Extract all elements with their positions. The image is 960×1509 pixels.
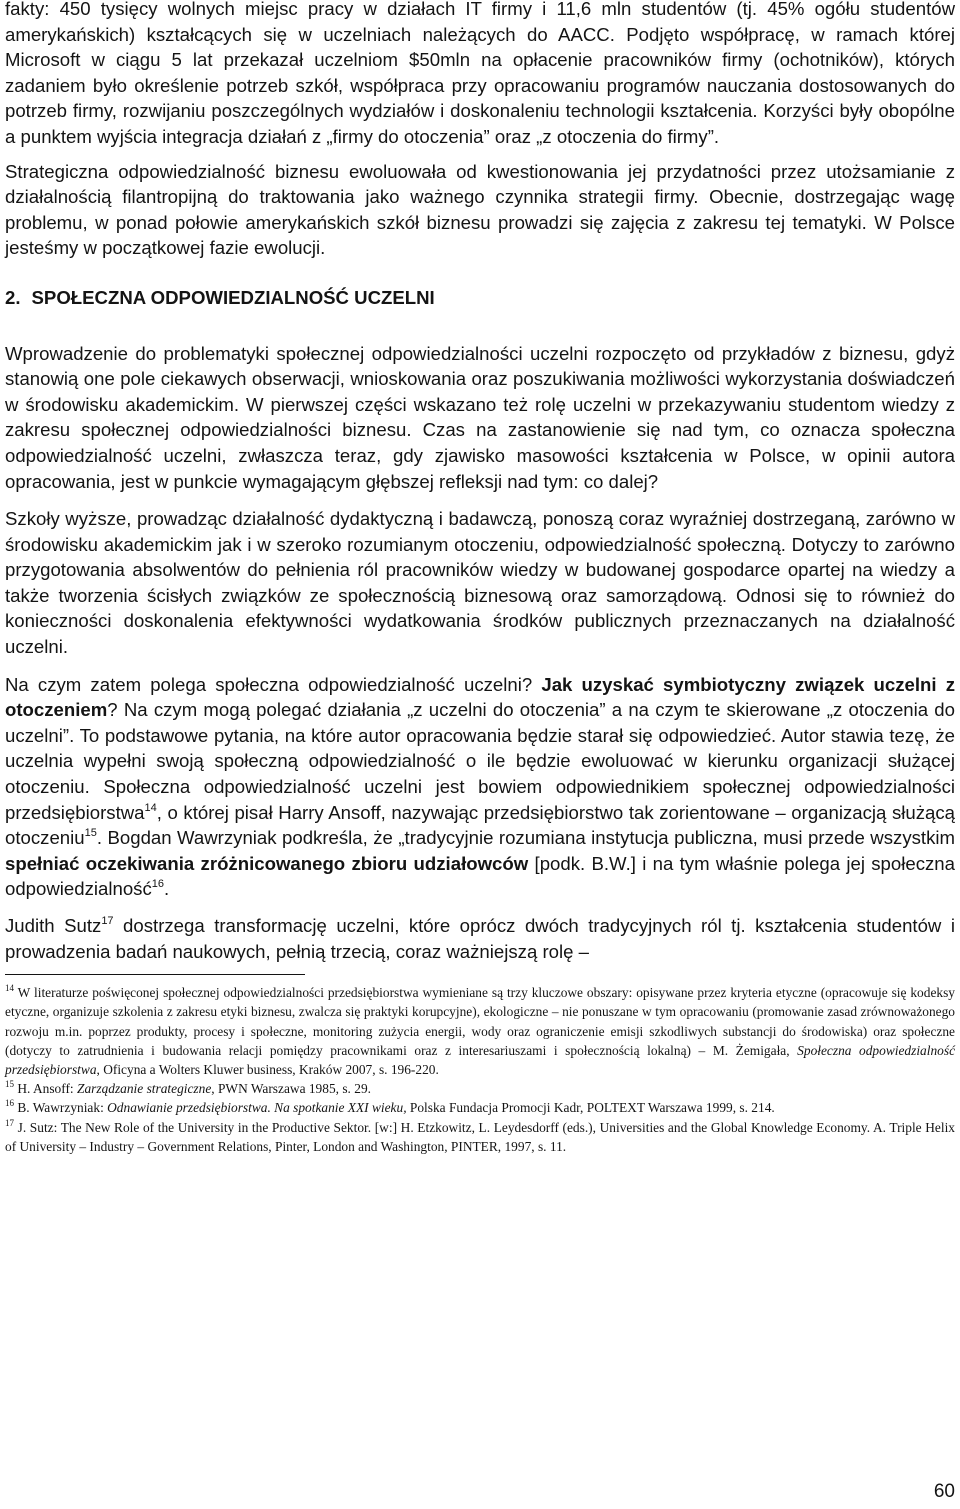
- footnote-15: [5, 1079, 955, 1098]
- paragraph-text: Wprowadzenie do problematyki społecznej odpowiedzialności uczelni rozpoczęto od przykładów z biznesu, gdyż stanowią one pole ciekawych obserwacji, wnioskowania oraz poszukiwania możliwości wykorzystania doświadczeń w środowisku akademickim. W pierwszej części wskazano też rolę uczelni w przekazywaniu studentom wiedzy z zakresu społecznej odpowiedzialności biznesu. Czas na zastanowienie się nad tym, co oznacza społeczna odpowiedzialność uczelni, zwłaszcza teraz, gdy zjawisko masowości kształcenia w Polsce, w opinii autora opracowania, jest w punkcie wymagającym głębszej refleksji nad tym: co dalej?: [5, 342, 955, 492]
- footnote-mark: 15: [5, 1079, 14, 1090]
- footnote-ref-16[interactable]: 16: [151, 878, 165, 891]
- footnote-separator: [5, 974, 305, 975]
- footnote-mark: 14: [5, 983, 14, 994]
- footnote-text: H. Ansoff:: [14, 1081, 77, 1097]
- footnote-ref-15[interactable]: 15: [84, 827, 97, 840]
- footnote-text: , Oficyna a Wolters Kluwer business, Kraków 2007, s. 196-220.: [96, 1062, 439, 1077]
- paragraph-text: Na czym zatem polega społeczna odpowiedzialność uczelni?: [5, 673, 542, 695]
- section-heading: [5, 285, 955, 311]
- paragraph-text: .: [164, 878, 170, 900]
- paragraph-text: fakty: 450 tysięcy wolnych miejsc pracy w działach IT firmy i 11,6 mln studentów (tj. 45% ogółu studentów amerykańskich) kształcących się w uczelniach należących do AACC. Podjęto współpracę, w ramach której Microsoft w ciągu 5 lat przekazał uczelniom $50mln na opłacenie pracowników firmy (ochotników), których zadaniem było określenie potrzeb szkół, współpraca przy opracowaniu programów nauczania dostosowanych do potrzeb firmy, rozwijaniu poszczególnych wydziałów i doskonaleniu technologii kształcenia. Korzyści były obopólne a punktem wyjścia integracja działań z „firmy do otoczenia” oraz „z otoczenia do firmy”.: [5, 0, 955, 147]
- paragraph-microsoft-cooperation: [5, 0, 955, 150]
- footnote-ref-17[interactable]: 17: [101, 915, 114, 927]
- footnote-text: J. Sutz: The New Role of the University in the Productive Sektor. [w:] H. Etzkowitz, L. Leydesdorff (eds.), Universities and the Global Knowledge Economy. A. Triple Helix of University – Industry – Government Relations, Pinter, London and Washington, PINTER, 1997, s. 11.: [5, 1119, 955, 1154]
- paragraph-introduction: [5, 341, 955, 495]
- page-number: 60: [933, 1481, 955, 1502]
- section-number: 2.: [5, 286, 21, 308]
- paragraph-strategic-responsibility: [5, 159, 955, 261]
- footnotes: [5, 983, 955, 1156]
- footnote-title: Odnawianie przedsiębiorstwa. Na spotkanie XXI wieku,: [107, 1100, 407, 1116]
- footnote-title: Społeczna odpowiedzialność przedsiębiorstwa: [5, 1042, 956, 1077]
- bold-phrase: spełniać oczekiwania zróżnicowanego zbioru udziałowców: [5, 852, 529, 874]
- paragraph-text: . Bogdan Wawrzyniak podkreśla, że „tradycyjnie rozumiana instytucja publiczna, musi przede wszystkim: [96, 827, 955, 849]
- footnote-text: , PWN Warszawa 1985, s. 29.: [211, 1081, 371, 1097]
- paragraph-text: , o której pisał Harry Ansoff, nazywając przedsiębiorstwo tak zorientowane – organizacją służącą otoczeniu: [5, 801, 955, 849]
- footnote-16: [5, 1098, 955, 1117]
- paragraph-text: Strategiczna odpowiedzialność biznesu ewoluowała od kwestionowania jej przydatności przez utożsamianie z działalnością filantropijną do traktowania jako ważnego czynnika strategii firmy. Obecnie, dostrzegając wagę problemu, w ponad połowie amerykańskich szkół biznesu prowadzi się zajęcia z zakresu tej tematyki. W Polsce jesteśmy w początkowej fazie ewolucji.: [5, 160, 955, 259]
- paragraph-universities-responsibility: [5, 506, 955, 660]
- footnote-text: Polska Fundacja Promocji Kadr, POLTEXT Warszawa 1999, s. 214.: [406, 1100, 775, 1116]
- paragraph-text: ? Na czym mogą polegać działania „z uczelni do otoczenia” a na czym te skierowane „z otoczenia do uczelni”. To podstawowe pytania, na które autor opracowania będzie starał się odpowiedzieć. Autor stawia tezę, że uczelnia wypełni swoją społeczną odpowiedzialność o ile będzie ewoluować w kierunku organizacji służącej otoczeniu. Społeczna odpowiedzialność uczelni jest bowiem odpowiednikiem społecznej odpowiedzialności przedsiębiorstwa: [5, 699, 955, 823]
- footnote-mark: 17: [5, 1117, 14, 1128]
- footnote-text: B. Wawrzyniak:: [14, 1100, 108, 1116]
- paragraph-text: [podk. B.W.] i na tym właśnie polega jej społeczna odpowiedzialność: [5, 852, 955, 900]
- document-page: [5, 0, 955, 1156]
- footnote-text: W literaturze poświęconej społecznej odpowiedzialności przedsiębiorstwa wymieniane są trzy kluczowe obszary: opisywane przez kryteria etyczne (opracowuje się kodeksy etyczne, organizuje szkolenia z zakresu etyki biznesu, zwalcza się praktyki korupcyjne), ekologiczne – nie ponuszane w tym opracowaniu (promowanie zasad zrównoważonego rozwoju m.in. poprzez produkty, procesy i społeczne, monitoring zużycia energii, wody oraz ograniczenie emisji szkodliwych substancji do środowiska) oraz społeczne (dotyczy to zatrudnienia i budowania relacji pomiędzy pracownikami oraz z interesariuszami i społecznością lokalną) – M. Żemigała,: [5, 985, 955, 1058]
- footnote-ref-14[interactable]: 14: [144, 801, 157, 814]
- paragraph-text: Szkoły wyższe, prowadząc działalność dydaktyczną i badawczą, ponoszą coraz wyraźniej dostrzeganą, zarówno w środowisku akademickim jak i w szeroko rozumianym otoczeniu, odpowiedzialność społeczną. Dotyczy to zarówno przygotowania absolwentów do pełnienia ról pracowników wiedzy w budowanej gospodarce opartej na wiedzy a także tworzenia ścisłych związków ze społecznością biznesową oraz samorządową. Odnosi się to również do konieczności doskonalenia efektywności wydatkowania środków publicznych przeznaczanych na działalność uczelni.: [5, 508, 955, 658]
- paragraph-judith-sutz: [5, 913, 955, 964]
- bold-phrase: Jak uzyskać symbiotyczny związek uczelni z otoczeniem: [5, 673, 955, 721]
- footnote-title: Zarządzanie strategiczne: [77, 1081, 212, 1097]
- paragraph-text: dostrzega transformację uczelni, które oprócz dwóch tradycyjnych ról tj. kształcenia studentów i prowadzenia badań naukowych, pełnią trzecią, coraz ważniejszą rolę –: [5, 915, 955, 962]
- footnote-14: [5, 983, 955, 1079]
- paragraph-research-questions: [5, 672, 955, 902]
- footnote-mark: 16: [5, 1098, 14, 1109]
- paragraph-text: Judith Sutz: [5, 915, 102, 936]
- footnote-17: [5, 1118, 955, 1156]
- section-title: SPOŁECZNA ODPOWIEDZIALNOŚĆ UCZELNI: [31, 286, 435, 308]
